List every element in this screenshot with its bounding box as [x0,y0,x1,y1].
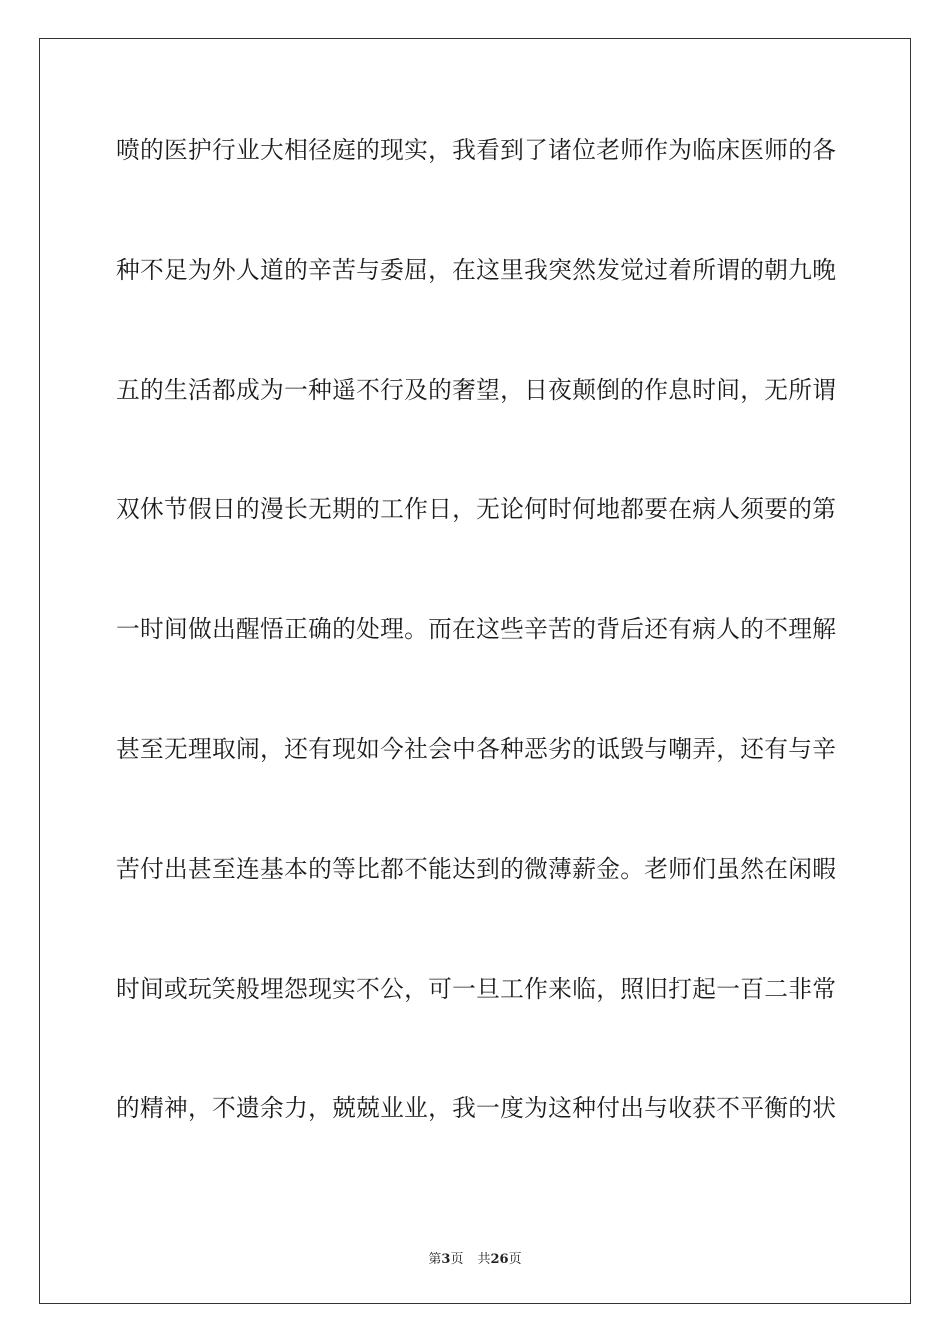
page-footer [0,1248,950,1267]
page-suffix: 页 [450,1252,464,1267]
document-body [116,120,836,1198]
total-prefix: 共 [477,1252,491,1267]
text-line: 苦付出甚至连基本的等比都不能达到的微薄薪金。老师们虽然在闲暇 [116,854,836,883]
text-line: 一时间做出醒悟正确的处理。而在这些辛苦的背后还有病人的不理解 [116,615,836,644]
text-line: 甚至无理取闹，还有现如今社会中各种恶劣的诋毁与嘲弄，还有与辛 [116,734,836,763]
text-line: 喷的医护行业大相径庭的现实，我看到了诸位老师作为临床医师的各 [116,136,836,164]
total-suffix: 页 [508,1252,522,1267]
text-line: 双休节假日的漫长无期的工作日，无论何时何地都要在病人须要的第 [116,495,836,524]
total-pages: 26 [490,1252,509,1267]
text-line: 种不足为外人道的辛苦与委屈，在这里我突然发觉过着所谓的朝九晚 [116,255,836,284]
page-prefix: 第 [428,1252,442,1267]
text-line: 五的生活都成为一种遥不行及的奢望，日夜颠倒的作息时间，无所谓 [116,375,836,404]
page-number: 3 [441,1252,451,1267]
text-line: 时间或玩笑般埋怨现实不公，可一旦工作来临，照旧打起一百二非常 [116,974,836,1003]
text-line: 的精神，不遗余力，兢兢业业，我一度为这种付出与收获不平衡的状 [116,1094,836,1123]
